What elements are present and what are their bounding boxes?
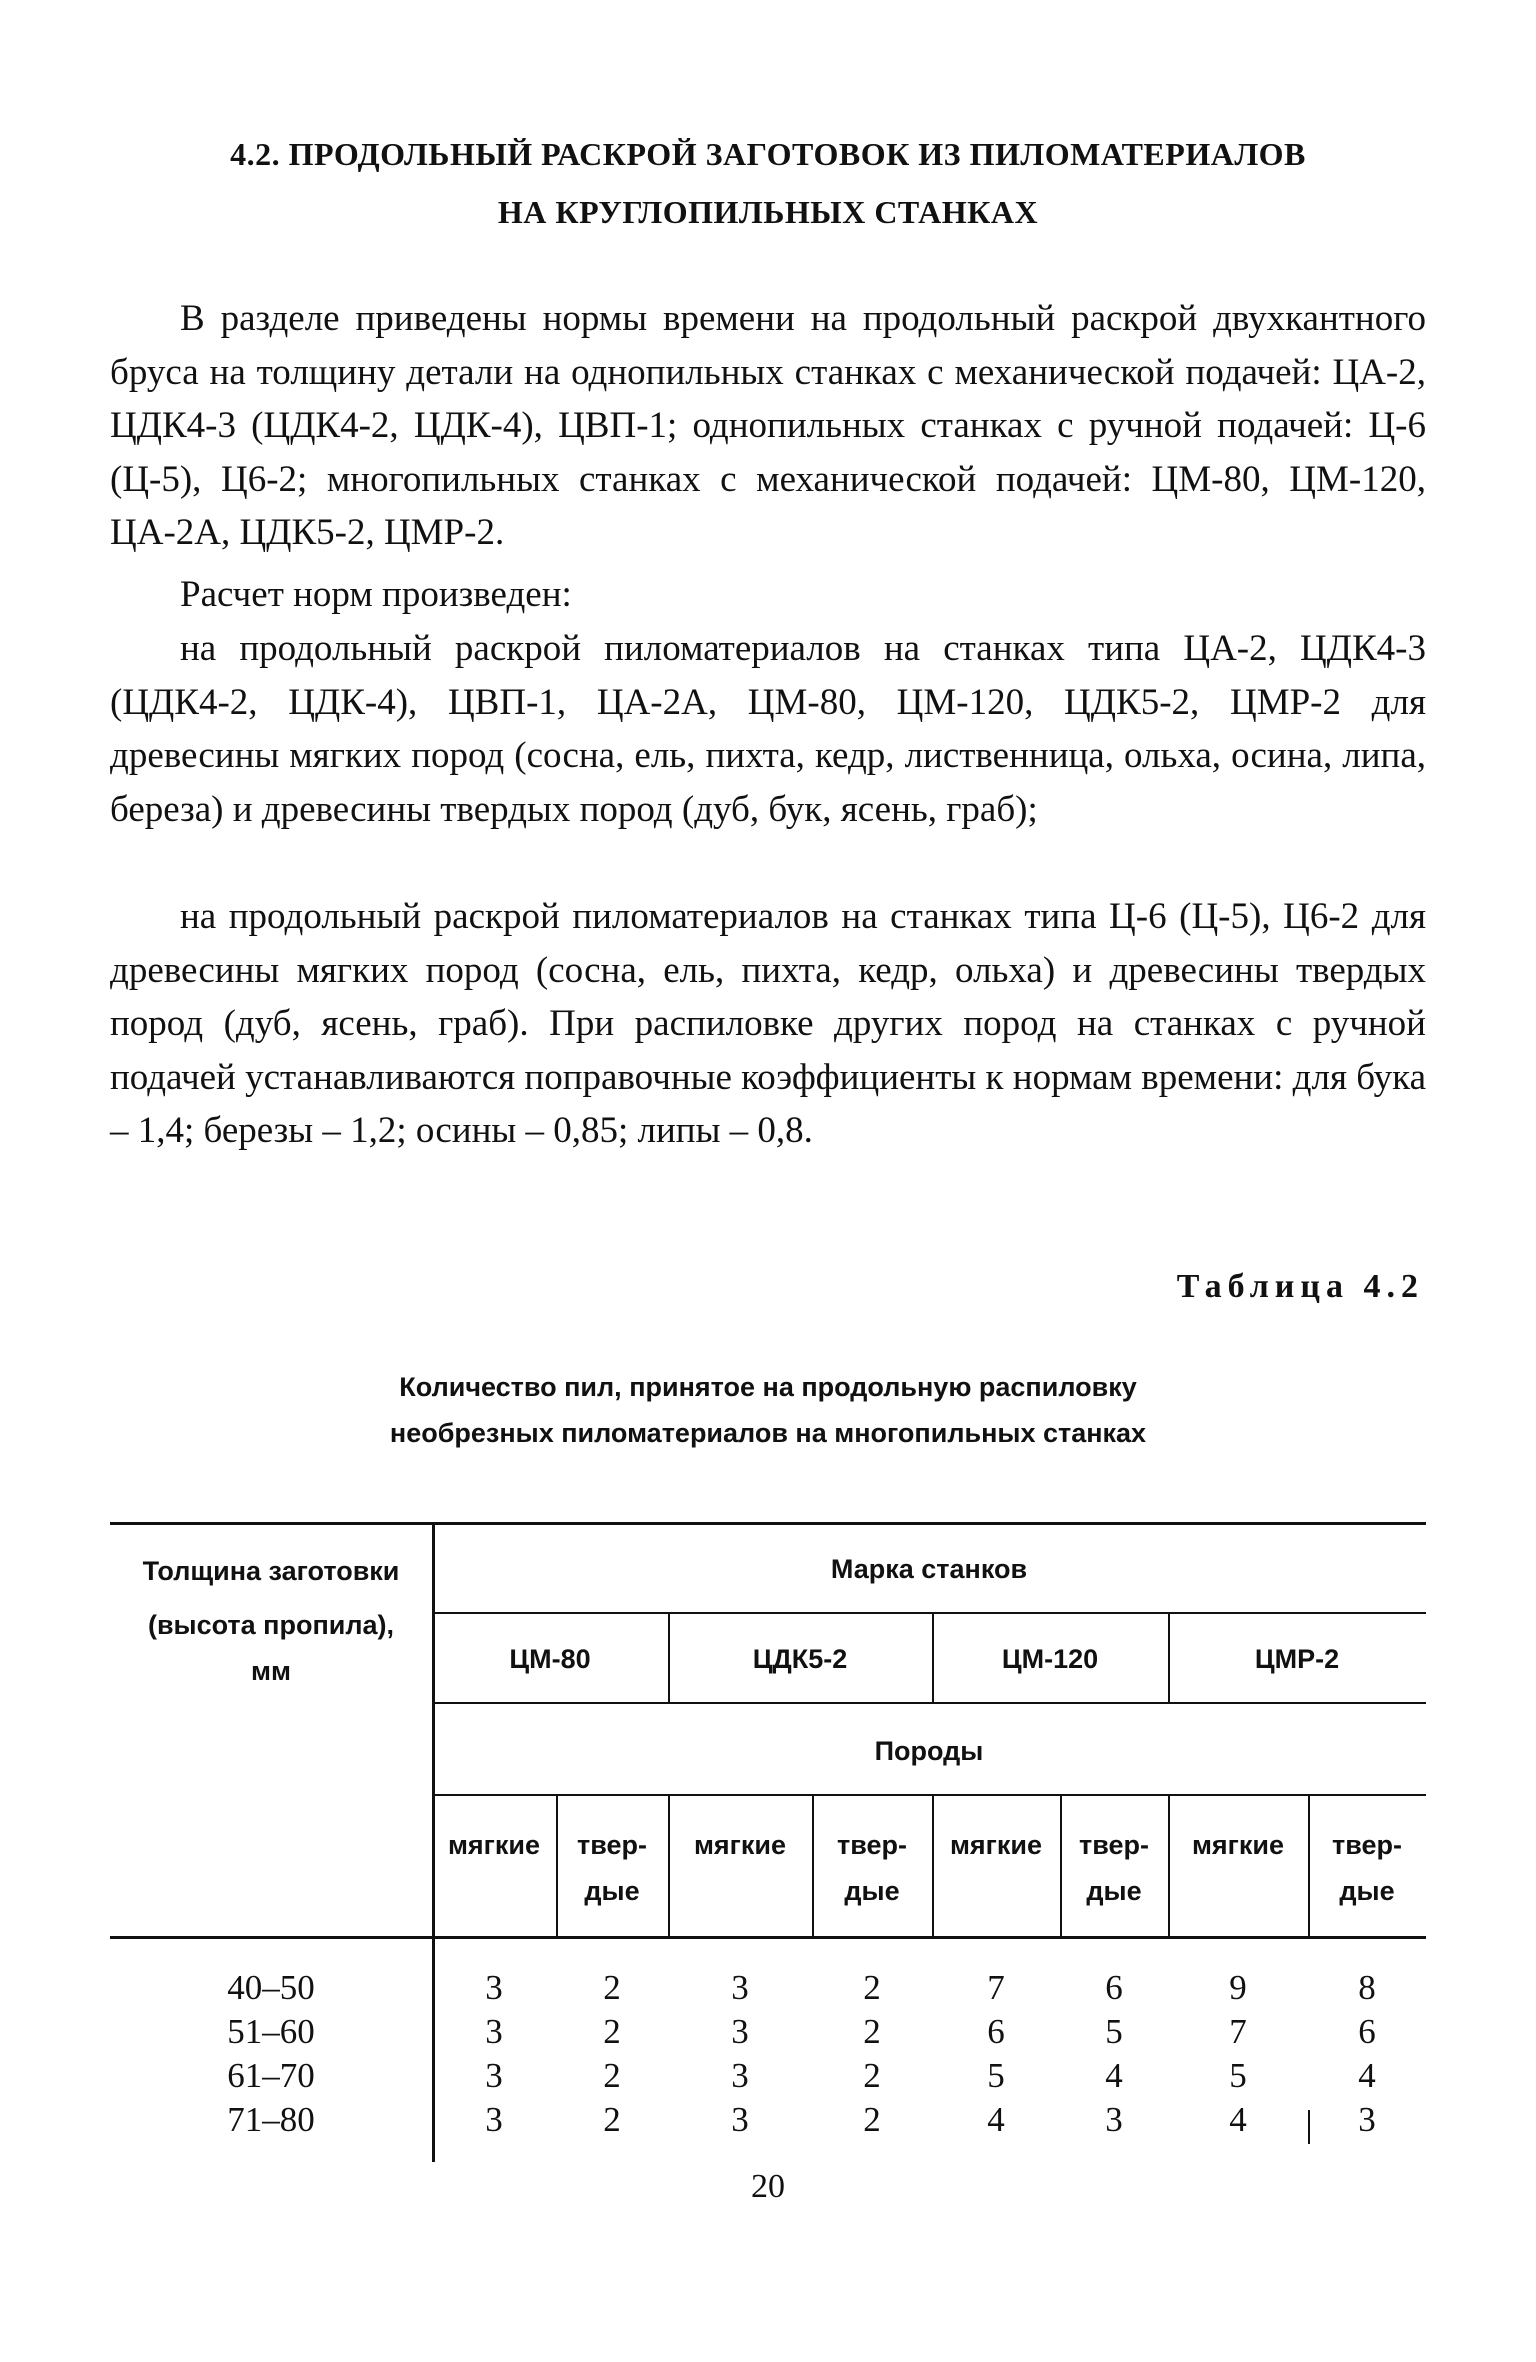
hard-col-2-line2: дые (844, 1876, 900, 1906)
row-3-value: 2 (863, 2056, 881, 2095)
hard-col-1-line1: твер- (577, 1830, 647, 1860)
row-1-value: 6 (1105, 1968, 1123, 2007)
row-3-value: 3 (485, 2056, 503, 2095)
row-2-value: 6 (987, 2012, 1005, 2051)
row-2-value: 2 (603, 2012, 621, 2051)
row-4-value: 2 (603, 2100, 621, 2139)
row-4-thickness: 71–80 (227, 2100, 315, 2139)
row-2-value: 5 (1105, 2012, 1123, 2051)
machine-cm80: ЦМ-80 (509, 1644, 591, 1674)
row-4-value: 2 (863, 2100, 881, 2139)
hard-col-4-line1: твер- (1332, 1830, 1402, 1860)
body-paragraph-2: Расчет норм произведен: (180, 574, 572, 615)
soft-col-2: мягкие (693, 1830, 787, 1860)
machine-cmr2: ЦМР-2 (1254, 1644, 1340, 1674)
row-3-thickness: 61–70 (227, 2056, 315, 2095)
row-4-value: 3 (1358, 2100, 1376, 2139)
stub-header-line3: мм (251, 1656, 291, 1686)
row-2-value: 3 (485, 2012, 503, 2051)
row-3-value: 5 (987, 2056, 1005, 2095)
row-2-thickness: 51–60 (227, 2012, 315, 2051)
row-1-value: 3 (731, 1968, 749, 2007)
row-1-value: 3 (485, 1968, 503, 2007)
row-1-thickness: 40–50 (227, 1968, 315, 2007)
stub-header-line1: Толщина заготовки (142, 1556, 400, 1586)
section-heading-line2: НА КРУГЛОПИЛЬНЫХ СТАНКАХ (497, 194, 1039, 230)
row-3-value: 5 (1229, 2056, 1247, 2095)
section-heading-line1: 4.2. ПРОДОЛЬНЫЙ РАСКРОЙ ЗАГОТОВОК ИЗ ПИЛОМАТЕРИАЛОВ (230, 136, 1306, 172)
machine-cdk5-2: ЦДК5-2 (752, 1644, 848, 1674)
row-2-value: 7 (1229, 2012, 1247, 2051)
page-number: 20 (751, 2168, 785, 2205)
hard-col-1-line2: дые (584, 1876, 640, 1906)
table-top-rule (110, 1522, 1426, 1525)
hard-col-3-line1: твер- (1079, 1830, 1149, 1860)
table-title-line2: необрезных пиломатериалов на многопильных станках (389, 1418, 1147, 1448)
row-2-value: 2 (863, 2012, 881, 2051)
body-paragraph-1: В разделе приведены нормы времени на продольный раскрой двухкантного бруса на толщину детали на однопильных станках с механической подачей: ЦА-2, ЦДК4-3 (ЦДК4-2, ЦДК-4), ЦВП-1; однопильных станках с ручной подачей: Ц-6 (Ц-5), Ц6-2; многопильных станках с механической подачей: ЦМ-80, ЦМ-120, ЦА-2А, ЦДК5-2, ЦМР-2. (110, 298, 1426, 553)
row-3-value: 2 (603, 2056, 621, 2095)
hard-col-2-line1: твер- (837, 1830, 907, 1860)
row-4-value: 3 (1105, 2100, 1123, 2139)
table-machines-bottom-rule (432, 1702, 1426, 1704)
row-1-value: 7 (987, 1968, 1005, 2007)
row-4-value: 4 (987, 2100, 1005, 2139)
body-paragraph-3: на продольный раскрой пиломатериалов на станках типа ЦА-2, ЦДК4-3 (ЦДК4-2, ЦДК-4), ЦВП-1, ЦА-2А, ЦМ-80, ЦМ-120, ЦДК5-2, ЦМР-2 для древесины мягких пород (сосна, ель, пихта, кедр, лиственница, ольха, осина, липа, береза) и древесины твердых пород (дуб, бук, ясень, граб); (110, 628, 1426, 830)
table-machines-rule (432, 1612, 1426, 1614)
body-paragraph-4: на продольный раскрой пиломатериалов на станках типа Ц-6 (Ц-5), Ц6-2 для древесины мягких пород (сосна, ель, пихта, кедр, ольха) и древесины твердых пород (дуб, ясень, граб). При распиловке других пород на станках с ручной подачей устанавливаются поправочные коэффициенты к нормам времени: для бука – 1,4; березы – 1,2; осины – 0,85; липы – 0,8. (110, 896, 1426, 1151)
table-header-bottom-rule (110, 1936, 1426, 1939)
row-3-value: 3 (731, 2056, 749, 2095)
row-3-value: 4 (1105, 2056, 1123, 2095)
hard-col-3-line2: дые (1086, 1876, 1142, 1906)
machine-cm120: ЦМ-120 (1001, 1644, 1099, 1674)
soft-col-3: мягкие (949, 1830, 1043, 1860)
row-1-value: 9 (1229, 1968, 1247, 2007)
row-1-value: 2 (863, 1968, 881, 2007)
row-4-value: 3 (731, 2100, 749, 2139)
hard-col-4-line2: дые (1339, 1876, 1395, 1906)
row-1-value: 2 (603, 1968, 621, 2007)
stub-header-line2: (высота пропила), (147, 1610, 395, 1640)
table-species-rule (432, 1794, 1426, 1796)
species-header: Породы (874, 1736, 984, 1766)
row-1-value: 8 (1358, 1968, 1376, 2007)
soft-col-4: мягкие (1191, 1830, 1285, 1860)
row-2-value: 6 (1358, 2012, 1376, 2051)
row-4-value: 3 (485, 2100, 503, 2139)
soft-col-1: мягкие (447, 1830, 541, 1860)
row-4-value: 4 (1229, 2100, 1247, 2139)
row-2-value: 3 (731, 2012, 749, 2051)
table-label: Таблица 4.2 (1176, 1268, 1424, 1305)
machines-header: Марка станков (830, 1554, 1028, 1584)
row-3-value: 4 (1358, 2056, 1376, 2095)
table-title-line1: Количество пил, принятое на продольную распиловку (399, 1372, 1137, 1402)
